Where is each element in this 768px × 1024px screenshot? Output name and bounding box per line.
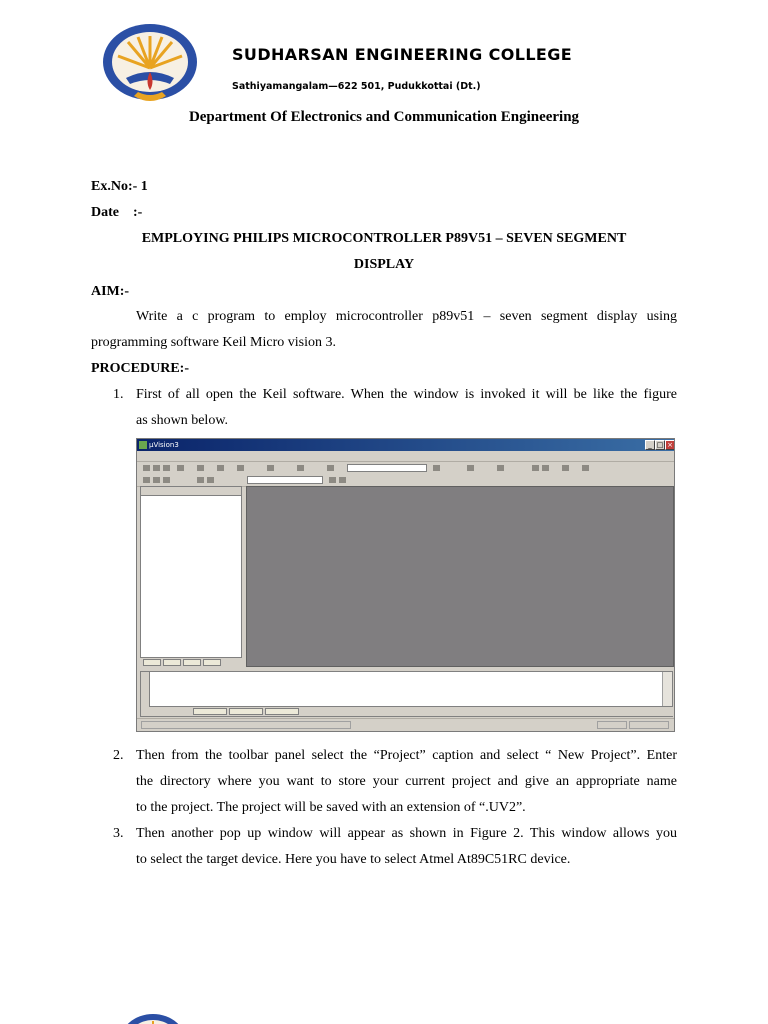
step-number: 2. <box>113 748 124 763</box>
exercise-title-line-1: EMPLOYING PHILIPS MICROCONTROLLER P89V51 – SEVEN SEGMENT <box>141 231 627 246</box>
workspace-tab <box>203 659 221 666</box>
toolbar-button <box>163 465 170 471</box>
department-heading: Department Of Electronics and Communication Engineering <box>188 109 580 125</box>
next-page-logo <box>118 1012 188 1024</box>
toolbar-button <box>163 477 170 483</box>
toolbar-button <box>153 477 160 483</box>
toolbar-button <box>217 465 224 471</box>
close-icon: × <box>665 440 675 450</box>
college-logo <box>100 22 200 108</box>
output-tabs <box>149 706 673 716</box>
toolbar-button <box>153 465 160 471</box>
toolbar-button <box>297 465 304 471</box>
step-number: 1. <box>113 387 124 402</box>
step-1-line-1: First of all open the Keil software. When the window is invoked it will be like the figure <box>136 387 677 402</box>
step-2-line-2: the directory where you want to store your current project and give an appropriate name <box>136 774 677 789</box>
toolbar-button <box>562 465 569 471</box>
toolbar-button <box>433 465 440 471</box>
window-title: µVision3 <box>149 441 179 449</box>
toolbar-button <box>143 477 150 483</box>
output-tab <box>193 708 227 715</box>
toolbar-button <box>497 465 504 471</box>
aim-text-line-2: programming software Keil Micro vision 3. <box>91 335 336 350</box>
editor-area <box>246 486 674 667</box>
college-name: SUDHARSAN ENGINEERING COLLEGE <box>232 45 573 64</box>
toolbar-button <box>542 465 549 471</box>
aim-text-line-1: Write a c program to employ microcontroller p89v51 – seven segment display using <box>136 309 677 324</box>
step-3-line-2: to select the target device. Here you have to select Atmel At89C51RC device. <box>136 852 571 867</box>
toolbar-button <box>467 465 474 471</box>
toolbar-button <box>267 465 274 471</box>
app-icon <box>139 441 147 449</box>
target-combo <box>247 476 323 484</box>
output-tab <box>265 708 299 715</box>
exercise-title-line-2: DISPLAY <box>353 257 415 272</box>
minimize-icon: _ <box>645 440 655 450</box>
toolbar-button <box>582 465 589 471</box>
toolbar-button <box>197 477 204 483</box>
status-cell <box>629 721 669 729</box>
workspace-tabs <box>140 658 242 667</box>
maximize-icon: □ <box>656 441 664 449</box>
output-window <box>140 671 673 717</box>
toolbar-button <box>143 465 150 471</box>
toolbar-button <box>237 465 244 471</box>
workspace-header <box>141 487 241 496</box>
workspace-tab <box>183 659 201 666</box>
toolbar-button <box>207 477 214 483</box>
step-3-line-1: Then another pop up window will appear as shown in Figure 2. This window allows you <box>136 826 677 841</box>
toolbar-button <box>177 465 184 471</box>
step-number: 3. <box>113 826 124 841</box>
procedure-heading: PROCEDURE:- <box>91 361 189 376</box>
toolbar-button <box>197 465 204 471</box>
toolbar-button <box>532 465 539 471</box>
toolbar-button <box>329 477 336 483</box>
menu-bar <box>137 451 674 462</box>
college-address: Sathiyamangalam—622 501, Pudukkottai (Dt.) <box>232 81 481 92</box>
exercise-date: Date :- <box>91 205 143 220</box>
workspace-tab <box>143 659 161 666</box>
step-2-line-1: Then from the toolbar panel select the “Project” caption and select “ New Project”. Enter <box>136 748 677 763</box>
workspace-tab <box>163 659 181 666</box>
aim-heading: AIM:- <box>91 284 130 299</box>
keil-uvision-screenshot <box>136 438 675 732</box>
step-2-line-3: to the project. The project will be saved with an extension of “.UV2”. <box>136 800 526 815</box>
toolbar-button <box>327 465 334 471</box>
exercise-number: Ex.No:- 1 <box>91 179 148 194</box>
output-scrollbar <box>662 672 672 708</box>
output-tab <box>229 708 263 715</box>
status-bar <box>137 718 674 731</box>
window-title-bar <box>137 439 674 451</box>
find-combo <box>347 464 427 472</box>
toolbar-button <box>339 477 346 483</box>
status-cell <box>597 721 627 729</box>
project-workspace-panel <box>140 486 242 658</box>
status-cell <box>141 721 351 729</box>
step-1-line-2: as shown below. <box>136 413 229 428</box>
